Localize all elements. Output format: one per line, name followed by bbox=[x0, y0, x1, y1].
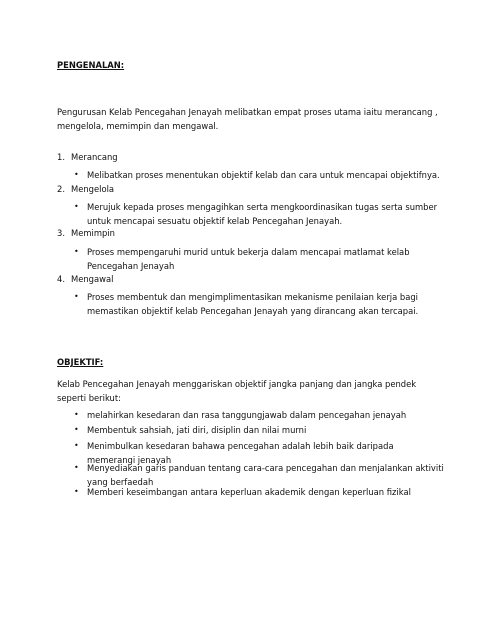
bullet-item bbox=[74, 245, 444, 273]
list-item-4 bbox=[57, 272, 113, 286]
bullet-icon: • bbox=[74, 463, 79, 472]
bullet-icon: • bbox=[74, 487, 79, 496]
bullet-icon: • bbox=[74, 170, 79, 179]
bullet-text: Memberi keseimbangan antara keperluan akademik dengan keperluan fizikal bbox=[87, 487, 411, 497]
bullet-icon: • bbox=[74, 202, 79, 211]
bullet-text: Merujuk kepada proses mengagihkan serta mengkoordinasikan tugas serta sumber untuk mencapai sesuatu objektif kelab Pencegahan Jenayah. bbox=[87, 202, 438, 226]
list-item-3 bbox=[57, 226, 115, 240]
bullet-item bbox=[74, 290, 444, 318]
bullet-text: melahirkan kesedaran dan rasa tanggungjawab dalam pencegahan jenayah bbox=[87, 410, 407, 420]
objektif-heading: OBJEKTIF: bbox=[57, 357, 104, 367]
item-number: 4. bbox=[57, 274, 65, 284]
bullet-icon: • bbox=[74, 247, 79, 256]
item-number: 3. bbox=[57, 228, 65, 238]
bullet-item bbox=[74, 423, 444, 437]
objektif-intro: Kelab Pencegahan Jenayah menggariskan objektif jangka panjang dan jangka pendek seperti berikut: bbox=[57, 379, 417, 403]
item-title: Mengawal bbox=[71, 274, 114, 284]
bullet-item bbox=[74, 200, 444, 228]
bullet-text: Melibatkan proses menentukan objektif kelab dan cara untuk mencapai objektifnya. bbox=[87, 170, 440, 180]
bullet-item bbox=[74, 485, 444, 499]
item-title: Memimpin bbox=[71, 228, 115, 238]
bullet-text: Membentuk sahsiah, jati diri, disiplin dan nilai murni bbox=[87, 425, 307, 435]
bullet-text: Proses mempengaruhi murid untuk bekerja dalam mencapai matlamat kelab Pencegahan Jenayah bbox=[87, 247, 410, 271]
bullet-item bbox=[74, 408, 444, 422]
bullet-text: Menyediakan garis panduan tentang cara-cara pencegahan dan menjalankan aktiviti yang berfaedah bbox=[87, 463, 444, 487]
bullet-text: Proses membentuk dan mengimplimentasikan mekanisme penilaian kerja bagi memastikan objektif kelab Pencegahan Jenayah yang dirancang akan tercapai. bbox=[87, 292, 419, 316]
bullet-text: Menimbulkan kesedaran bahawa pencegahan adalah lebih baik daripada memerangi jenayah bbox=[87, 441, 394, 465]
pengenalan-intro: Pengurusan Kelab Pencegahan Jenayah melibatkan empat proses utama iaitu merancang , mengelola, memimpin dan mengawal. bbox=[57, 107, 438, 131]
list-item-2 bbox=[57, 182, 114, 196]
item-title: Mengelola bbox=[71, 184, 115, 194]
item-number: 1. bbox=[57, 152, 65, 162]
bullet-item bbox=[74, 168, 444, 182]
bullet-icon: • bbox=[74, 425, 79, 434]
pengenalan-heading: PENGENALAN: bbox=[57, 60, 125, 70]
item-title: Merancang bbox=[71, 152, 118, 162]
bullet-icon: • bbox=[74, 410, 79, 419]
item-number: 2. bbox=[57, 184, 65, 194]
list-item-1 bbox=[57, 150, 118, 164]
bullet-icon: • bbox=[74, 441, 79, 450]
bullet-icon: • bbox=[74, 292, 79, 301]
